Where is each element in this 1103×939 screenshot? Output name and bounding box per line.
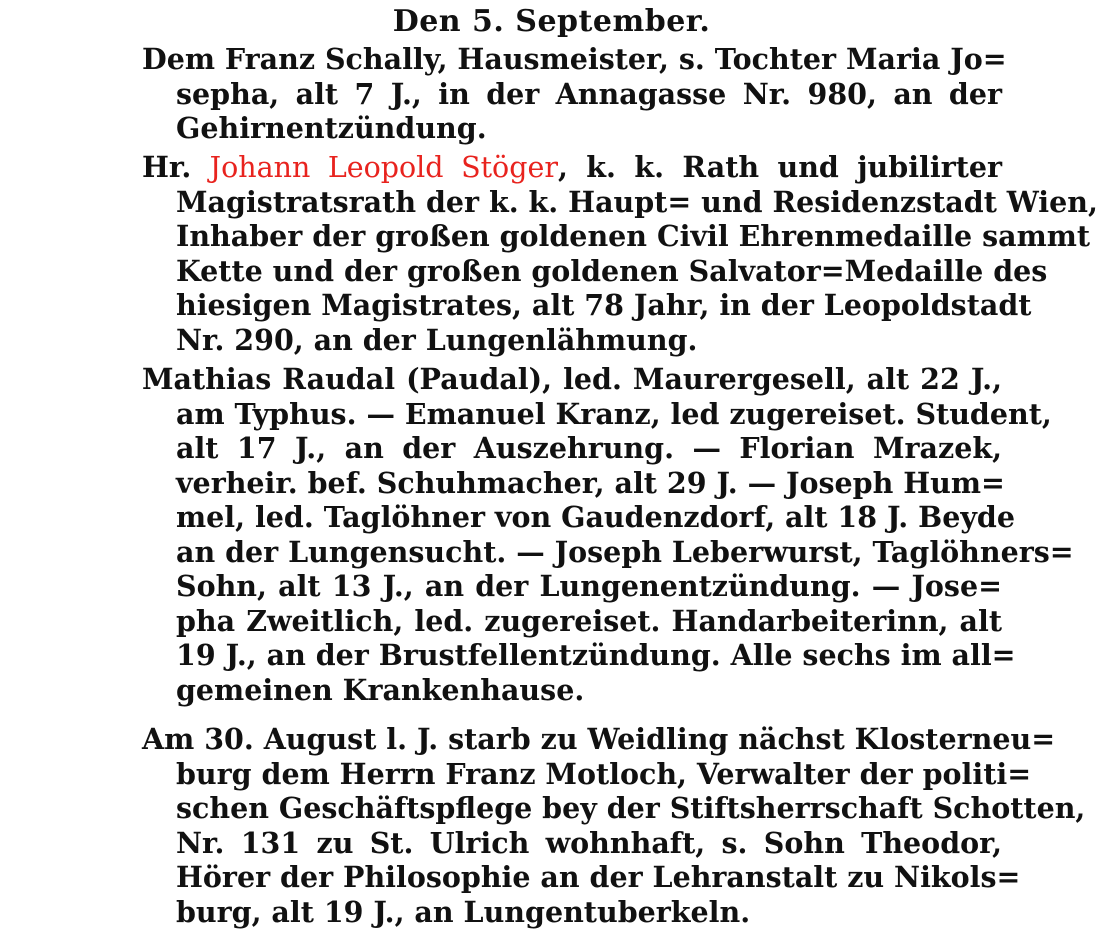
entry-line: Gehirnentzündung. — [176, 111, 487, 145]
entry-line: Kette und der großen goldenen Salvator=Medaille des — [176, 253, 1048, 288]
entry-line: gemeinen Krankenhause. — [176, 672, 585, 707]
entry-line: Am 30. August l. J. starb zu Weidling nächst Klosterneu= — [142, 722, 1056, 756]
entry-line: burg, alt 19 J., an Lungentuberkeln. — [176, 894, 751, 929]
entry-line: Dem Franz Schally, Hausmeister, s. Tochter Maria Jo= — [142, 42, 1007, 76]
entry-line: sepha, alt 7 J., in der Annagasse Nr. 980, an der — [176, 76, 1002, 111]
entry-line: an der Lungensucht. — Joseph Leberwurst, Taglöhners= — [176, 534, 1074, 569]
death-notice-entry-1 — [142, 42, 1007, 146]
entry-line: 19 J., an der Brustfellentzündung. Alle sechs im all= — [176, 638, 1016, 672]
entry-line: Inhaber der großen goldenen Civil Ehrenmedaille sammt — [176, 219, 1091, 253]
entry-line: am Typhus. — Emanuel Kranz, led zugereiset. Student, — [176, 396, 1052, 431]
date-heading: Den 5. September. — [392, 4, 711, 39]
entry-prefix: Hr. — [142, 150, 210, 184]
entry-line: pha Zweitlich, led. zugereiset. Handarbeiterinn, alt — [176, 603, 1002, 638]
entry-line: alt 17 J., an der Auszehrung. — Florian Mrazek, — [176, 431, 1002, 465]
entry-line: schen Geschäftspflege bey der Stiftsherrschaft Schotten, — [176, 791, 1086, 825]
death-notice-entry-3 — [142, 362, 1074, 707]
death-notice-entry-2 — [142, 150, 1098, 357]
entry-line: mel, led. Taglöhner von Gaudenzdorf, alt 18 J. Beyde — [176, 500, 1015, 534]
entry-line: Magistratsrath der k. k. Haupt= und Residenzstadt Wien, — [176, 184, 1098, 219]
entry-line: Mathias Raudal (Paudal), led. Maurergesell, alt 22 J., — [142, 362, 1002, 396]
entry-line: Sohn, alt 13 J., an der Lungenentzündung. — Jose= — [176, 569, 1002, 603]
entry-line: Hörer der Philosophie an der Lehranstalt zu Nikols= — [176, 860, 1021, 894]
entry-line: burg dem Herrn Franz Motloch, Verwalter der politi= — [176, 756, 1032, 791]
entry-line-with-highlight — [142, 150, 1002, 185]
highlighted-name: Johann Leopold Stöger — [209, 151, 558, 184]
entry-line: verheir. bef. Schuhmacher, alt 29 J. — Joseph Hum= — [176, 465, 1005, 500]
entry-line: Nr. 131 zu St. Ulrich wohnhaft, s. Sohn Theodor, — [176, 825, 1002, 860]
death-notice-entry-4 — [142, 722, 1086, 929]
entry-line: Nr. 290, an der Lungenlähmung. — [176, 322, 698, 357]
entry-suffix: , k. k. Rath und jubilirter — [557, 150, 1003, 184]
entry-line: hiesigen Magistrates, alt 78 Jahr, in der Leopoldstadt — [176, 288, 1032, 322]
